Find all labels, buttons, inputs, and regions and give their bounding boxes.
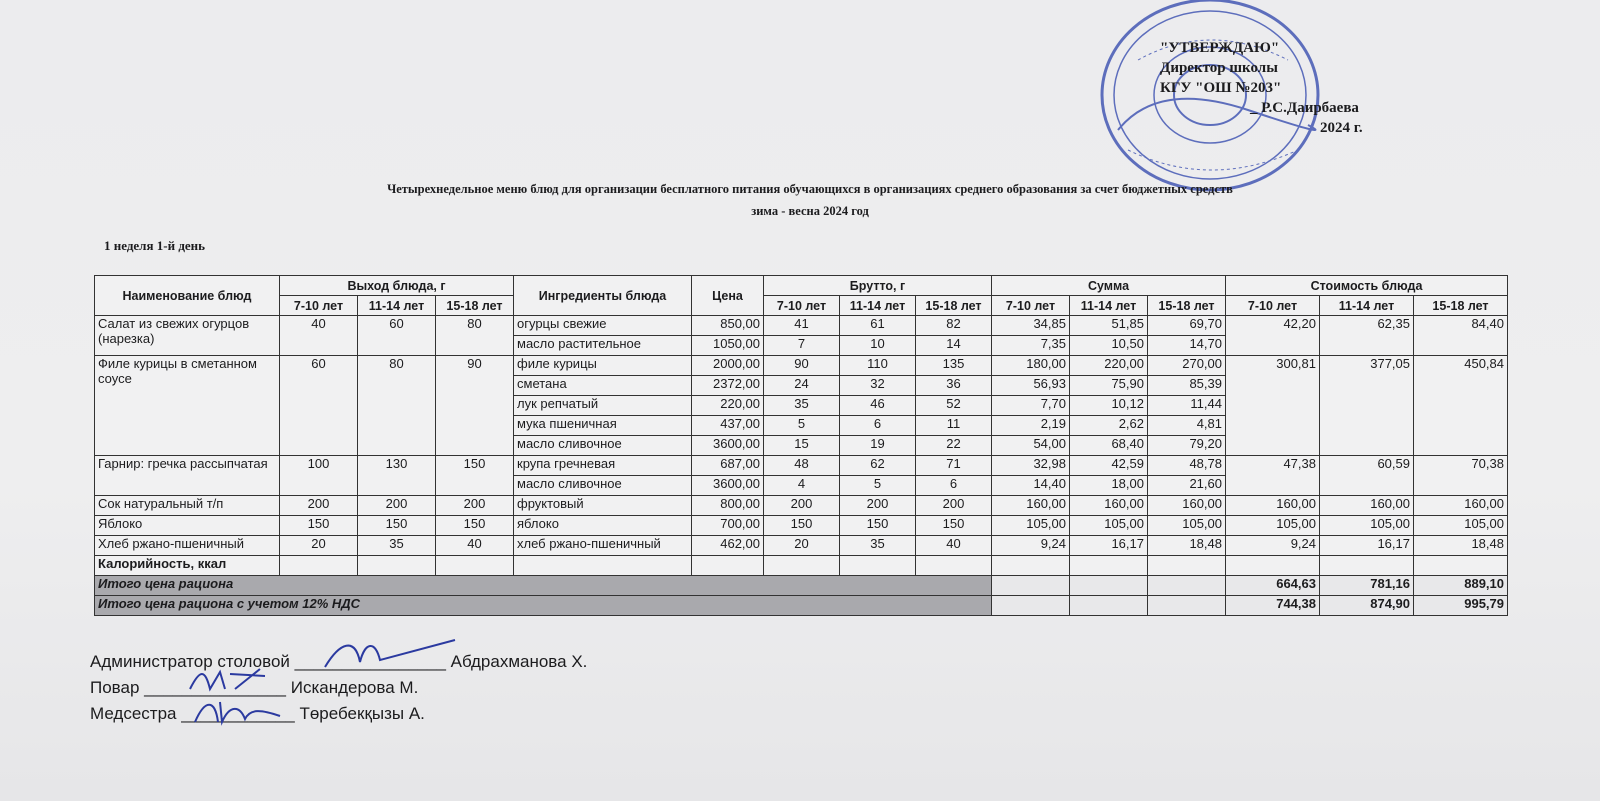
ingredient-price: 3600,00 bbox=[692, 436, 764, 456]
header-price: Цена bbox=[692, 276, 764, 316]
dish-cost: 105,00 bbox=[1226, 516, 1320, 536]
header-yield: Выход блюда, г bbox=[280, 276, 514, 296]
ingredient-brutto: 32 bbox=[840, 376, 916, 396]
ingredient-sum: 220,00 bbox=[1070, 356, 1148, 376]
dish-yield: 80 bbox=[436, 316, 514, 356]
ingredient-sum: 21,60 bbox=[1148, 476, 1226, 496]
dish-yield: 60 bbox=[358, 316, 436, 356]
total-label: Итого цена рациона с учетом 12% НДС bbox=[95, 596, 992, 616]
dish-yield: 200 bbox=[280, 496, 358, 516]
dish-cost: 160,00 bbox=[1414, 496, 1508, 516]
table-row bbox=[95, 316, 1508, 336]
dish-yield: 200 bbox=[358, 496, 436, 516]
ingredient-name: масло сливочное bbox=[514, 436, 692, 456]
dish-cost: 9,24 bbox=[1226, 536, 1320, 556]
ingredient-sum: 105,00 bbox=[992, 516, 1070, 536]
dish-yield: 60 bbox=[280, 356, 358, 456]
empty-cell bbox=[992, 576, 1070, 596]
ingredient-sum: 270,00 bbox=[1148, 356, 1226, 376]
ingredient-brutto: 150 bbox=[840, 516, 916, 536]
empty-cell bbox=[1070, 596, 1148, 616]
ingredient-brutto: 41 bbox=[764, 316, 840, 336]
ingredient-sum: 56,93 bbox=[992, 376, 1070, 396]
signature-role: Повар bbox=[90, 678, 140, 697]
header-row-groups bbox=[95, 276, 1508, 296]
ingredient-sum: 10,12 bbox=[1070, 396, 1148, 416]
signature-line: ________________ bbox=[294, 652, 446, 671]
ingredient-sum: 160,00 bbox=[1148, 496, 1226, 516]
dish-cost: 42,20 bbox=[1226, 316, 1320, 356]
total-value: 889,10 bbox=[1414, 576, 1508, 596]
empty-cell bbox=[436, 556, 514, 576]
ingredient-name: яблоко bbox=[514, 516, 692, 536]
dish-yield: 40 bbox=[436, 536, 514, 556]
ingredient-brutto: 24 bbox=[764, 376, 840, 396]
ingredient-sum: 16,17 bbox=[1070, 536, 1148, 556]
ingredient-name: фруктовый bbox=[514, 496, 692, 516]
empty-cell bbox=[1226, 556, 1320, 576]
empty-cell bbox=[1070, 576, 1148, 596]
total-value: 995,79 bbox=[1414, 596, 1508, 616]
ingredient-brutto: 6 bbox=[840, 416, 916, 436]
dish-cost: 18,48 bbox=[1414, 536, 1508, 556]
dish-cost: 300,81 bbox=[1226, 356, 1320, 456]
empty-cell bbox=[358, 556, 436, 576]
signature-role: Медсестра bbox=[90, 704, 177, 723]
dish-yield: 150 bbox=[436, 516, 514, 536]
ingredient-name: масло растительное bbox=[514, 336, 692, 356]
empty-cell bbox=[1414, 556, 1508, 576]
header-age: 15-18 лет bbox=[436, 296, 514, 316]
ingredient-price: 700,00 bbox=[692, 516, 764, 536]
ingredient-sum: 10,50 bbox=[1070, 336, 1148, 356]
dish-yield: 35 bbox=[358, 536, 436, 556]
approval-line-5: 2024 г. bbox=[1320, 120, 1363, 136]
empty-cell bbox=[1148, 576, 1226, 596]
ingredient-name: масло сливочное bbox=[514, 476, 692, 496]
header-age: 15-18 лет bbox=[916, 296, 992, 316]
ingredient-brutto: 82 bbox=[916, 316, 992, 336]
dish-yield: 200 bbox=[436, 496, 514, 516]
ingredient-name: огурцы свежие bbox=[514, 316, 692, 336]
dish-cost: 62,35 bbox=[1320, 316, 1414, 356]
ingredient-name: лук репчатый bbox=[514, 396, 692, 416]
ingredient-brutto: 40 bbox=[916, 536, 992, 556]
header-ingredients: Ингредиенты блюда bbox=[514, 276, 692, 316]
empty-cell bbox=[692, 556, 764, 576]
ingredient-brutto: 200 bbox=[916, 496, 992, 516]
ingredient-sum: 34,85 bbox=[992, 316, 1070, 336]
empty-cell bbox=[280, 556, 358, 576]
ingredient-sum: 7,70 bbox=[992, 396, 1070, 416]
dish-name: Салат из свежих огурцов (нарезка) bbox=[95, 316, 280, 356]
ingredient-sum: 2,62 bbox=[1070, 416, 1148, 436]
ingredient-brutto: 4 bbox=[764, 476, 840, 496]
signature-role: Администратор столовой bbox=[90, 652, 290, 671]
ingredient-sum: 85,39 bbox=[1148, 376, 1226, 396]
signature-name: Абдрахманова Х. bbox=[450, 652, 588, 671]
ingredient-sum: 4,81 bbox=[1148, 416, 1226, 436]
header-age: 7-10 лет bbox=[992, 296, 1070, 316]
ingredient-sum: 160,00 bbox=[1070, 496, 1148, 516]
ingredient-brutto: 35 bbox=[840, 536, 916, 556]
header-sum: Сумма bbox=[992, 276, 1226, 296]
ingredient-brutto: 5 bbox=[764, 416, 840, 436]
approval-block bbox=[1160, 38, 1380, 138]
signature-name: Искандерова М. bbox=[290, 678, 419, 697]
handwritten-signature-nurse bbox=[190, 694, 290, 729]
dish-name: Сок натуральный т/п bbox=[95, 496, 280, 516]
ingredient-sum: 75,90 bbox=[1070, 376, 1148, 396]
dish-yield: 20 bbox=[280, 536, 358, 556]
dish-yield: 80 bbox=[358, 356, 436, 456]
empty-cell bbox=[916, 556, 992, 576]
ingredient-sum: 105,00 bbox=[1070, 516, 1148, 536]
ingredient-name: мука пшеничная bbox=[514, 416, 692, 436]
ingredient-sum: 68,40 bbox=[1070, 436, 1148, 456]
total-value: 744,38 bbox=[1226, 596, 1320, 616]
table-row bbox=[95, 456, 1508, 476]
dish-yield: 90 bbox=[436, 356, 514, 456]
dish-cost: 60,59 bbox=[1320, 456, 1414, 496]
empty-cell bbox=[764, 556, 840, 576]
ingredient-brutto: 46 bbox=[840, 396, 916, 416]
header-age: 11-14 лет bbox=[1070, 296, 1148, 316]
handwritten-signature-admin bbox=[320, 632, 460, 677]
total-value: 664,63 bbox=[1226, 576, 1320, 596]
ingredient-brutto: 19 bbox=[840, 436, 916, 456]
ingredient-sum: 48,78 bbox=[1148, 456, 1226, 476]
signature-line: ____________ bbox=[181, 704, 295, 723]
ingredient-name: хлеб ржано-пшеничный bbox=[514, 536, 692, 556]
ingredient-brutto: 90 bbox=[764, 356, 840, 376]
dish-name: Яблоко bbox=[95, 516, 280, 536]
ingredient-price: 462,00 bbox=[692, 536, 764, 556]
ingredient-brutto: 150 bbox=[764, 516, 840, 536]
approval-line-1: "УТВЕРЖДАЮ" bbox=[1160, 40, 1280, 56]
ingredient-sum: 14,70 bbox=[1148, 336, 1226, 356]
header-age: 7-10 лет bbox=[764, 296, 840, 316]
dish-name: Гарнир: гречка рассыпчатая bbox=[95, 456, 280, 496]
dish-name: Филе курицы в сметанном соусе bbox=[95, 356, 280, 456]
dish-cost: 105,00 bbox=[1414, 516, 1508, 536]
header-cost: Стоимость блюда bbox=[1226, 276, 1508, 296]
total-row bbox=[95, 596, 1508, 616]
ingredient-name: филе курицы bbox=[514, 356, 692, 376]
signature-line: _______________ bbox=[144, 678, 286, 697]
ingredient-price: 2372,00 bbox=[692, 376, 764, 396]
ingredient-price: 1050,00 bbox=[692, 336, 764, 356]
header-age: 11-14 лет bbox=[840, 296, 916, 316]
header-age: 11-14 лет bbox=[358, 296, 436, 316]
approval-line-3: КГУ "ОШ №203" bbox=[1160, 80, 1282, 96]
dish-cost: 70,38 bbox=[1414, 456, 1508, 496]
ingredient-brutto: 11 bbox=[916, 416, 992, 436]
ingredient-brutto: 35 bbox=[764, 396, 840, 416]
total-value: 874,90 bbox=[1320, 596, 1414, 616]
header-age: 7-10 лет bbox=[280, 296, 358, 316]
ingredient-brutto: 7 bbox=[764, 336, 840, 356]
signature-name: Төребекқызы А. bbox=[299, 704, 425, 723]
dish-cost: 47,38 bbox=[1226, 456, 1320, 496]
total-row bbox=[95, 576, 1508, 596]
calories-label: Калорийность, ккал bbox=[95, 556, 280, 576]
empty-cell bbox=[992, 596, 1070, 616]
dish-cost: 450,84 bbox=[1414, 356, 1508, 456]
ingredient-brutto: 110 bbox=[840, 356, 916, 376]
ingredient-sum: 18,48 bbox=[1148, 536, 1226, 556]
ingredient-brutto: 48 bbox=[764, 456, 840, 476]
dish-yield: 100 bbox=[280, 456, 358, 496]
table-row bbox=[95, 516, 1508, 536]
ingredient-brutto: 61 bbox=[840, 316, 916, 336]
ingredient-sum: 9,24 bbox=[992, 536, 1070, 556]
header-age: 7-10 лет bbox=[1226, 296, 1320, 316]
ingredient-sum: 14,40 bbox=[992, 476, 1070, 496]
ingredient-brutto: 10 bbox=[840, 336, 916, 356]
ingredient-price: 220,00 bbox=[692, 396, 764, 416]
empty-cell bbox=[1320, 556, 1414, 576]
dish-yield: 130 bbox=[358, 456, 436, 496]
title-line-2: зима - весна 2024 год bbox=[751, 204, 869, 218]
header-row-ages bbox=[95, 296, 1508, 316]
table-row bbox=[95, 356, 1508, 376]
ingredient-name: крупа гречневая bbox=[514, 456, 692, 476]
ingredient-sum: 79,20 bbox=[1148, 436, 1226, 456]
ingredient-sum: 180,00 bbox=[992, 356, 1070, 376]
dish-cost: 16,17 bbox=[1320, 536, 1414, 556]
header-age: 15-18 лет bbox=[1148, 296, 1226, 316]
empty-cell bbox=[514, 556, 692, 576]
ingredient-sum: 69,70 bbox=[1148, 316, 1226, 336]
dish-yield: 150 bbox=[280, 516, 358, 536]
ingredient-sum: 2,19 bbox=[992, 416, 1070, 436]
ingredient-price: 800,00 bbox=[692, 496, 764, 516]
ingredient-brutto: 36 bbox=[916, 376, 992, 396]
ingredient-sum: 160,00 bbox=[992, 496, 1070, 516]
empty-cell bbox=[1148, 596, 1226, 616]
total-label: Итого цена рациона bbox=[95, 576, 992, 596]
dish-name: Хлеб ржано-пшеничный bbox=[95, 536, 280, 556]
document-title bbox=[310, 178, 1310, 222]
table-row bbox=[95, 496, 1508, 516]
ingredient-brutto: 62 bbox=[840, 456, 916, 476]
dish-cost: 105,00 bbox=[1320, 516, 1414, 536]
calories-row bbox=[95, 556, 1508, 576]
ingredient-sum: 7,35 bbox=[992, 336, 1070, 356]
empty-cell bbox=[840, 556, 916, 576]
ingredient-brutto: 6 bbox=[916, 476, 992, 496]
ingredient-sum: 42,59 bbox=[1070, 456, 1148, 476]
title-line-1: Четырехнедельное меню блюд для организации бесплатного питания обучающихся в организациях среднего образования за счет бюджетных средств bbox=[387, 182, 1233, 196]
dish-cost: 377,05 bbox=[1320, 356, 1414, 456]
ingredient-brutto: 200 bbox=[764, 496, 840, 516]
ingredient-brutto: 71 bbox=[916, 456, 992, 476]
empty-cell bbox=[992, 556, 1070, 576]
approval-line-4: _ Р.С.Даирбаева bbox=[1250, 100, 1359, 116]
ingredient-price: 850,00 bbox=[692, 316, 764, 336]
ingredient-brutto: 15 bbox=[764, 436, 840, 456]
ingredient-price: 2000,00 bbox=[692, 356, 764, 376]
dish-cost: 160,00 bbox=[1226, 496, 1320, 516]
total-value: 781,16 bbox=[1320, 576, 1414, 596]
week-day-label: 1 неделя 1-й день bbox=[104, 238, 206, 253]
ingredient-sum: 18,00 bbox=[1070, 476, 1148, 496]
ingredient-brutto: 22 bbox=[916, 436, 992, 456]
menu-table bbox=[94, 275, 1508, 616]
dish-cost: 160,00 bbox=[1320, 496, 1414, 516]
ingredient-sum: 32,98 bbox=[992, 456, 1070, 476]
ingredient-name: сметана bbox=[514, 376, 692, 396]
empty-cell bbox=[1148, 556, 1226, 576]
ingredient-sum: 105,00 bbox=[1148, 516, 1226, 536]
ingredient-price: 3600,00 bbox=[692, 476, 764, 496]
ingredient-sum: 54,00 bbox=[992, 436, 1070, 456]
dish-yield: 40 bbox=[280, 316, 358, 356]
ingredient-sum: 11,44 bbox=[1148, 396, 1226, 416]
ingredient-brutto: 52 bbox=[916, 396, 992, 416]
ingredient-brutto: 135 bbox=[916, 356, 992, 376]
ingredient-brutto: 20 bbox=[764, 536, 840, 556]
header-brutto: Брутто, г bbox=[764, 276, 992, 296]
ingredient-brutto: 14 bbox=[916, 336, 992, 356]
approval-line-2: Директор школы bbox=[1160, 60, 1278, 76]
ingredient-price: 687,00 bbox=[692, 456, 764, 476]
dish-yield: 150 bbox=[358, 516, 436, 536]
header-dish: Наименование блюд bbox=[95, 276, 280, 316]
dish-yield: 150 bbox=[436, 456, 514, 496]
ingredient-brutto: 200 bbox=[840, 496, 916, 516]
header-age: 11-14 лет bbox=[1320, 296, 1414, 316]
table-row bbox=[95, 536, 1508, 556]
ingredient-price: 437,00 bbox=[692, 416, 764, 436]
ingredient-brutto: 150 bbox=[916, 516, 992, 536]
ingredient-brutto: 5 bbox=[840, 476, 916, 496]
dish-cost: 84,40 bbox=[1414, 316, 1508, 356]
empty-cell bbox=[1070, 556, 1148, 576]
ingredient-sum: 51,85 bbox=[1070, 316, 1148, 336]
header-age: 15-18 лет bbox=[1414, 296, 1508, 316]
